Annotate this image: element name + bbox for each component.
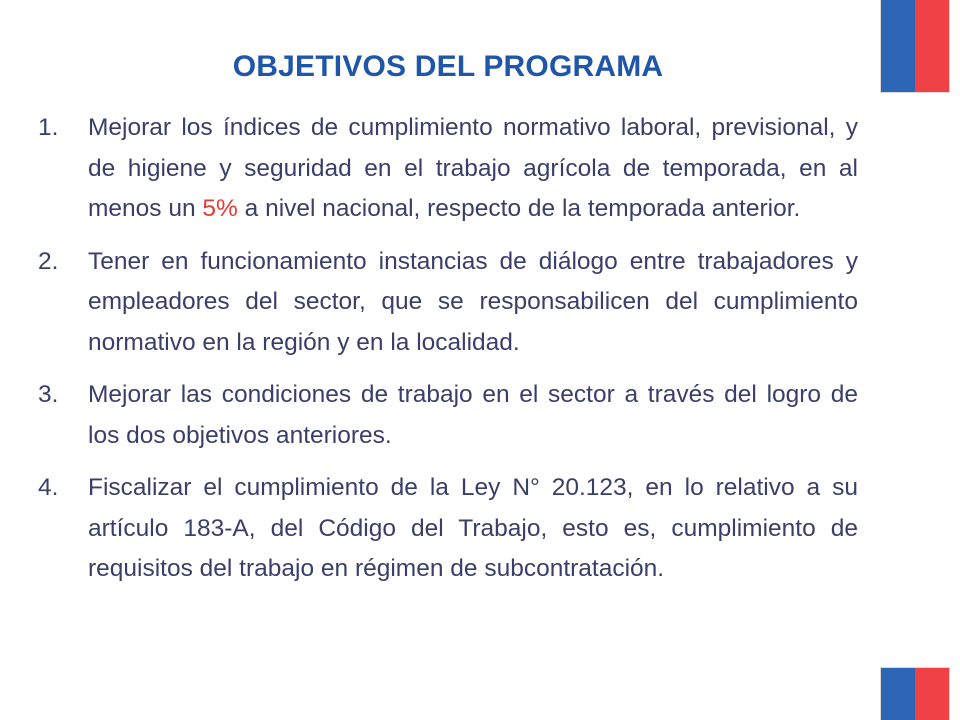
objectives-list [38,108,858,602]
objective-text [88,108,858,230]
highlight-percentage: 5% [202,195,238,222]
objective-text: Mejorar las condiciones de trabajo en el sector a través del logro de los dos objetivos anteriores. [88,381,858,449]
objective-item-4 [38,468,858,590]
objective-number: 1. [38,114,59,141]
objective-number: 3. [38,381,59,408]
objective-item-3 [38,375,858,456]
page-title: OBJETIVOS DEL PROGRAMA [232,50,664,84]
objective-text: Tener en funcionamiento instancias de diálogo entre trabajadores y empleadores del sector, que se responsabilicen del cumplimiento normativo en la región y en la localidad. [88,247,858,356]
flag-red-stripe [915,0,949,92]
objective-text: Fiscalizar el cumplimiento de la Ley N° 20.123, en lo relativo a su artículo 183-A, del Código del Trabajo, esto es, cumplimiento de requisitos del trabajo en régimen de subcontratación. [88,474,858,582]
objective-text-part: a nivel nacional, respecto de la temporada anterior. [237,195,801,222]
flag-decoration-bottom [881,668,949,720]
objective-number: 2. [38,247,59,275]
objective-text-part: Mejorar los índices de cumplimiento normativo laboral, previsional, y de higiene y seguridad en el trabajo agrícola de temporada, en al menos un [88,114,858,222]
flag-blue-stripe [881,668,915,720]
objective-item-2 [38,242,858,364]
objective-number: 4. [38,474,59,501]
flag-red-stripe [915,668,949,720]
objective-item-1 [38,108,858,230]
